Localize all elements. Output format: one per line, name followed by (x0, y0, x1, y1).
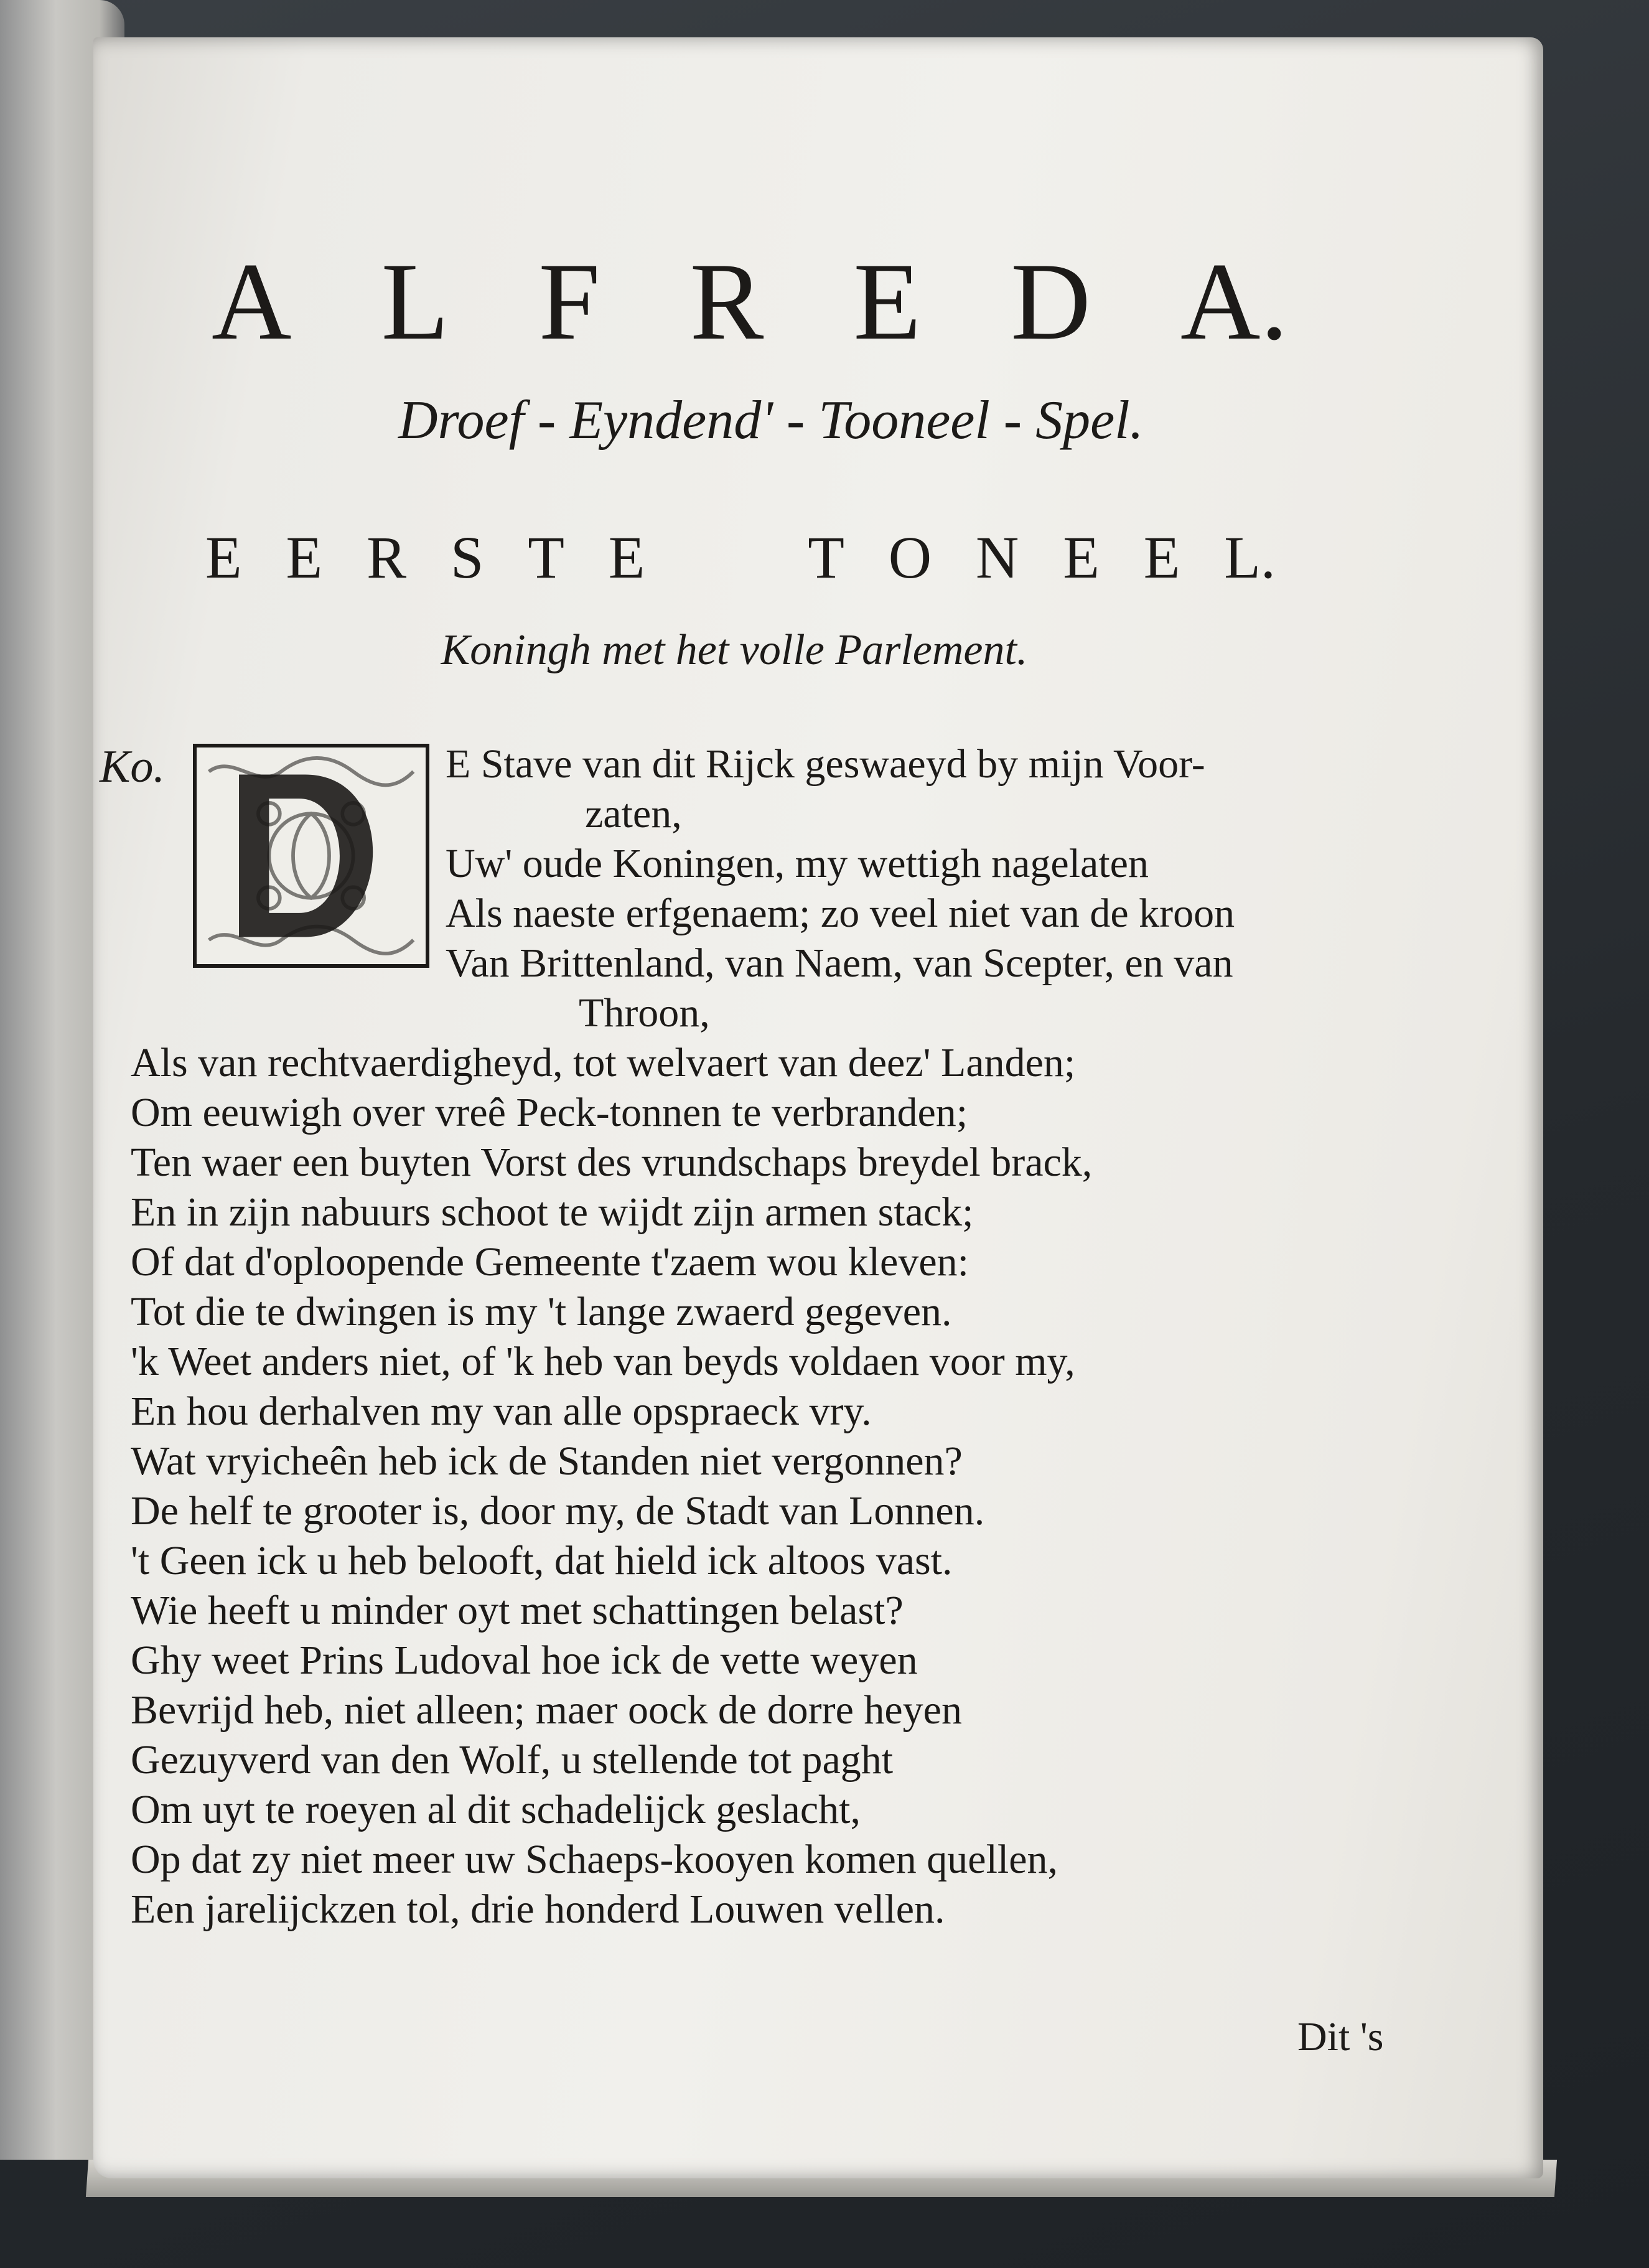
act-letter: E (286, 524, 323, 591)
verse-line: Throon, (579, 990, 710, 1036)
act-letter: R (367, 524, 407, 591)
title-letter: E (853, 240, 922, 363)
verse-line: Uw' oude Koningen, my wettigh nagelaten (446, 841, 1149, 886)
verse-line: Als van rechtvaerdigheyd, tot welvaert van deez' Landen; (131, 1040, 1076, 1085)
verse-line: Gezuyverd van den Wolf, u stellende tot paght (131, 1737, 894, 1783)
verse-line: E Stave van dit Rijck geswaeyd by mijn Voor- (446, 741, 1205, 787)
verse-line: De helf te grooter is, door my, de Stadt van Lonnen. (131, 1488, 985, 1534)
speaker-label: Ko. (100, 741, 165, 792)
verse-line: Ghy weet Prins Ludoval hoe ick de vette weyen (131, 1638, 918, 1683)
act-letter: E (608, 524, 645, 591)
verse-line: Tot die te dwingen is my 't lange zwaerd gegeven. (131, 1289, 952, 1334)
verse-line: Ten waer een buyten Vorst des vrundschaps breydel brack, (131, 1140, 1093, 1185)
verse-line: Bevrijd heb, niet alleen; maer oock de dorre heyen (131, 1687, 962, 1733)
title-letter: D (1011, 240, 1091, 363)
verse-line: Om eeuwigh over vreê Peck-tonnen te verbranden; (131, 1090, 968, 1135)
verse-line: Van Brittenland, van Naem, van Scepter, en van (446, 940, 1233, 986)
act-letter: E (1063, 524, 1100, 591)
word-gap (689, 523, 764, 592)
play-subtitle: Droef - Eyndend' - Tooneel - Spel. (398, 390, 1144, 451)
verse-line: Een jarelijckzen tol, drie honderd Louwen vellen. (131, 1886, 945, 1932)
act-letter: N (975, 524, 1019, 591)
verse-line: Wie heeft u minder oyt met schattingen belast? (131, 1588, 904, 1633)
verse-line: Op dat zy niet meer uw Schaeps-kooyen komen quellen, (131, 1837, 1058, 1882)
title-letter: F (538, 240, 600, 363)
decorated-initial (193, 744, 429, 968)
verse-line: 'k Weet anders niet, of 'k heb van beyds voldaen voor my, (131, 1339, 1075, 1384)
catchword: Dit 's (1297, 2014, 1384, 2059)
ornament-icon (197, 747, 426, 964)
verse-line: En hou derhalven my van alle opspraeck vry. (131, 1389, 872, 1434)
title-letter: A. (1180, 240, 1288, 363)
title-letter: L (381, 240, 449, 363)
act-letter: L. (1224, 524, 1276, 591)
act-letter: S (450, 524, 484, 591)
verse-line: Om uyt te roeyen al dit schadelijck geslacht, (131, 1787, 861, 1832)
play-title (212, 240, 1288, 363)
act-letter: E (205, 524, 242, 591)
act-letter: E (1143, 524, 1180, 591)
verse-line: Als naeste erfgenaem; zo veel niet van de kroon (446, 891, 1235, 936)
act-letter: T (808, 524, 844, 591)
scene-direction: Koningh met het volle Parlement. (441, 626, 1028, 674)
verse-line: 't Geen ick u heb belooft, dat hield ick altoos vast. (131, 1538, 953, 1583)
verse-line: Wat vryicheên heb ick de Standen niet vergonnen? (131, 1438, 963, 1484)
act-heading (205, 523, 1276, 592)
title-letter: A (212, 240, 292, 363)
act-letter: T (528, 524, 564, 591)
act-letter: O (888, 524, 932, 591)
title-letter: R (689, 240, 764, 363)
verse-line: Of dat d'oploopende Gemeente t'zaem wou kleven: (131, 1239, 969, 1285)
verse-line: En in zijn nabuurs schoot te wijdt zijn armen stack; (131, 1189, 974, 1235)
verse-line: zaten, (585, 791, 682, 836)
